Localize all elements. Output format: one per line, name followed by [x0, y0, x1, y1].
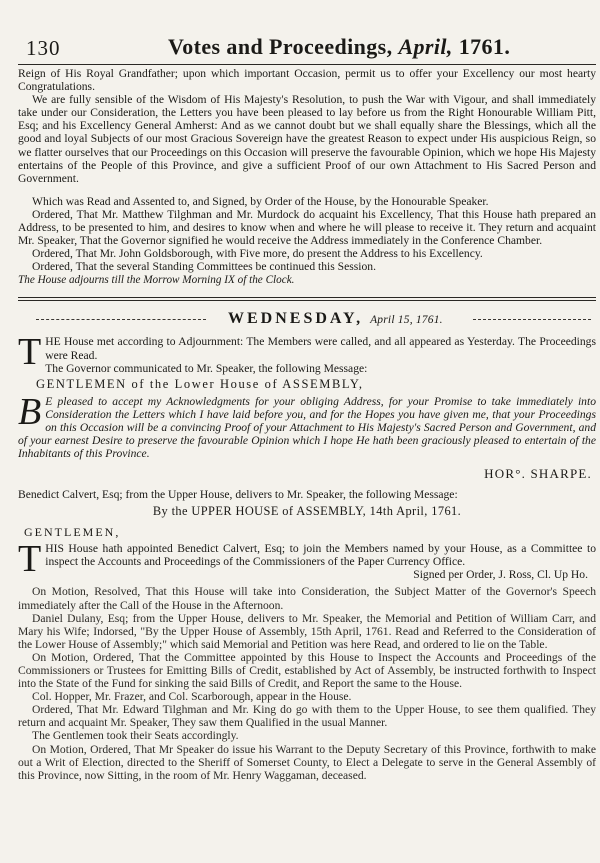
- house-met-text: HE House met according to Adjournment: The Members were called, and all appeared as Yesterday. The Proceedings were Read.: [45, 335, 596, 362]
- motions-section: [18, 585, 596, 781]
- upper-house-salutation: GENTLEMEN,: [24, 525, 121, 540]
- drop-cap: B: [18, 390, 42, 433]
- motion-paragraph-4: Col. Hopper, Mr. Frazer, and Col. Scarborough, appear in the House.: [32, 690, 352, 704]
- governor-message-intro: The Governor communicated to Mr. Speaker, the following Message:: [45, 361, 368, 375]
- day-name: WEDNESDAY,: [228, 310, 364, 328]
- address-continuation: [18, 67, 596, 185]
- day-heading: [18, 307, 596, 333]
- message-salutation: GENTLEMEN of the Lower House of ASSEMBLY,: [36, 376, 364, 391]
- drop-cap: T: [18, 538, 42, 581]
- motion-paragraph-7: On Motion, Ordered, That Mr Speaker do issue his Warrant to the Deputy Secretary of this Province, forthwith to make out a Writ of Election, directed to the Sheriff of Somerset County, to Elect a Delegate to serve in the General Assembly of this Province, now Sitting, in the room of Mr. Henry Waggaman, deceased.: [18, 742, 596, 782]
- wednesday-opening: [18, 331, 596, 482]
- governor-message-body: [18, 390, 596, 461]
- after-address-section: [18, 195, 596, 288]
- motion-paragraph-1: On Motion, Resolved, That this House will take into Consideration, the Subject Matter of the Governor's Speech immediately after the Call of the House in the Afternoon.: [18, 585, 596, 612]
- order-goldsborough-paragraph: Ordered, That Mr. John Goldsborough, with Five more, do present the Address to his Excellency.: [32, 247, 483, 261]
- drop-cap: T: [18, 331, 42, 374]
- running-head-year: 1761.: [458, 34, 511, 59]
- motion-paragraph-2: Daniel Dulany, Esq; from the Upper House, delivers to Mr. Speaker, the Memorial and Petition of William Carr, and Mary his Wife; Indorsed, "By the Upper House of Assembly, 15th April, 1761. Read and Referred to the Consideration of the Lower House of Assembly;" which said Memorial and Petition was here Read, and ordered to lie on the Table.: [18, 611, 596, 651]
- address-paragraph-1: Reign of His Royal Grandfather; upon which important Occasion, permit us to offer your Excellency our most hearty Congratulations.: [18, 67, 596, 94]
- adjournment-line: The House adjourns till the Morrow Morning IX of the Clock.: [18, 274, 295, 287]
- page-number: 130: [26, 36, 61, 60]
- ornament-rule-left: [36, 319, 206, 320]
- running-head-title: Votes and Proceedings,: [168, 34, 393, 59]
- running-head-month: April,: [398, 34, 453, 59]
- page-header: [18, 34, 596, 65]
- upper-house-message: [18, 488, 596, 581]
- order-tilghman-paragraph: Ordered, That Mr. Matthew Tilghman and Mr. Murdock do acquaint his Excellency, That this House hath prepared an Address, to be presented to him, and desires to know when and where he will please to receive it. They return and acquaint Mr. Speaker, That the Governor signified he would receive the Address immediately in the Conference Chamber.: [18, 207, 596, 248]
- upper-house-signed: Signed per Order, J. Ross, Cl. Up Ho.: [413, 568, 588, 582]
- day-title: [228, 310, 443, 328]
- order-committees-paragraph: Ordered, That the several Standing Committees be continued this Session.: [32, 260, 376, 274]
- upper-house-text: HIS House hath appointed Benedict Calvert, Esq; to join the Members named by your House, as a Committee to inspect the Accounts and Proceedings of the Commissioners of the Paper Currency Office.: [45, 542, 596, 569]
- upper-house-heading: By the UPPER HOUSE of ASSEMBLY, 14th April, 1761.: [152, 504, 462, 519]
- running-head: [168, 34, 510, 60]
- day-date: April 15, 1761.: [370, 314, 443, 327]
- section-divider: [18, 297, 596, 301]
- assent-paragraph: Which was Read and Assented to, and Signed, by Order of the House, by the Honourable Speaker.: [32, 194, 489, 208]
- motion-paragraph-6: The Gentlemen took their Seats accordingly.: [32, 729, 239, 743]
- motion-paragraph-3: On Motion, Ordered, That the Committee appointed by this House to Inspect the Accounts and Proceedings of the Commissioners or Trustees for Emitting Bills of Credit, established by Act of Assembly, be instructed forthwith to Inspect into the State of the Fund for sinking the said Bills of Credit, and Report the same to the House.: [18, 650, 596, 691]
- ornament-rule-right: [473, 319, 591, 320]
- motion-paragraph-5: Ordered, That Mr. Edward Tilghman and Mr. King do go with them to the Upper House, to see them qualified. They return and acquaint Mr. Speaker, They saw them Qualified in the usual Manner.: [18, 703, 596, 730]
- upper-house-intro: Benedict Calvert, Esq; from the Upper House, delivers to Mr. Speaker, the following Message:: [18, 488, 458, 502]
- address-paragraph-2: We are fully sensible of the Wisdom of His Majesty's Resolution, to push the War with Vigour, and shall immediately take under our Consideration, the Letters you have been pleased to lay before us from the Right Honourable William Pitt, Esq; and his Excellency General Amherst: And as we cannot doubt but we shall equally share the Blessings, which all the good and loyal Subjects of our most Gracious Sovereign have the greatest Reason to expect under His auspicious Reign, so we flatter ourselves that our Proceedings on this Occasion will preserve the favourable Opinion, which we hope His Majesty entertains of the People of this Province, and give a sufficient Proof of our own Attachment to His Sacred Person and Government.: [18, 93, 596, 185]
- governor-signature: HOR°. SHARPE.: [484, 466, 592, 482]
- governor-message-text: E pleased to accept my Acknowledgments for your obliging Address, for your Promise to take immediately into Consideration the Letters which I have laid before you, and for the Hopes you have given me, that your Proceedings on this Occasion will be a convincing Proof of your Attachment to His Majesty's Sacred Person and Government, and of your earnest Desire to preserve the favourable Opinion which I hope He hath been graciously pleased to entertain of the Inhabitants of this Province.: [18, 394, 596, 461]
